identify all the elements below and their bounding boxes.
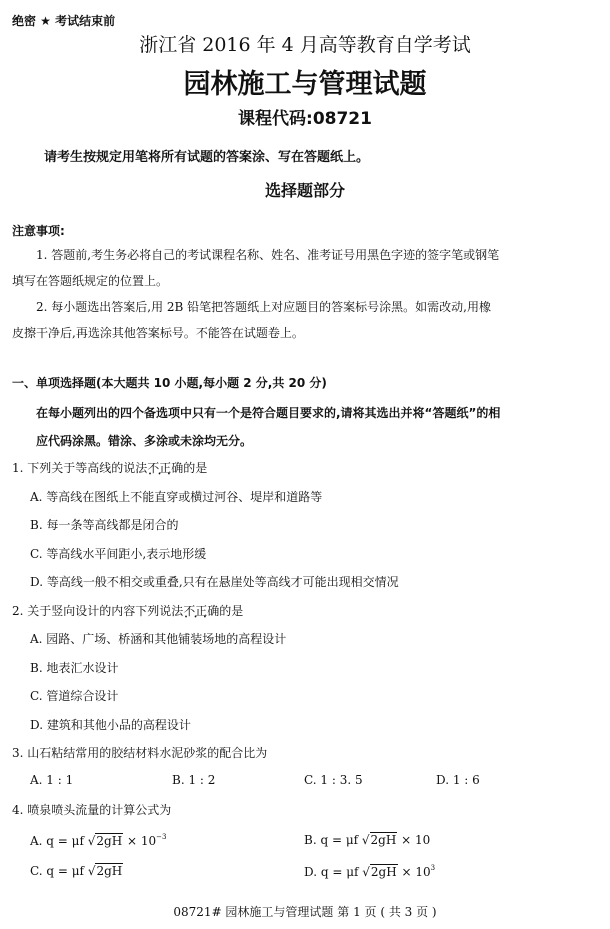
- q4-a-radicand: 2gH: [96, 834, 123, 848]
- q4-d-suffix: × 10: [397, 865, 431, 879]
- notice-item1-line1: 1. 答题前,考生务必将自己的考试课程名称、姓名、准考证号用黑色字迹的签字笔或钢笔: [36, 248, 500, 262]
- q4-a-suffix: × 10: [123, 834, 157, 848]
- q2-stem-post: 的是: [219, 604, 244, 618]
- q1-stem-pre: 1. 下列关于等高线的说法: [12, 461, 148, 475]
- q4-d-radicand: 2gH: [370, 865, 397, 879]
- q4-b-radicand: 2gH: [370, 833, 397, 847]
- q3-option-b: B. 1 : 2: [172, 773, 216, 787]
- part1-desc-line2: 应代码涂黑。错涂、多涂或未涂均无分。: [36, 434, 253, 448]
- q2-stem-emph: 不正确 • • •: [183, 602, 219, 619]
- q4-b-suffix: × 10: [397, 833, 431, 847]
- q1-stem-emph: 不正确 • • •: [147, 459, 183, 476]
- sqrt-icon: √: [361, 833, 370, 847]
- q2-option-b: B. 地表汇水设计: [30, 661, 119, 675]
- subject-title: 园林施工与管理试题: [183, 69, 427, 100]
- sqrt-icon: √: [362, 865, 370, 879]
- q4-a-prefix: A. q = μf: [30, 834, 84, 848]
- q4-d-exponent: 3: [430, 864, 436, 872]
- q1-option-d: D. 等高线一般不相交或重叠,只有在悬崖处等高线才可能出现相交情况: [30, 575, 399, 589]
- q1-stem: [12, 459, 207, 476]
- secret-mark: 绝密 ★ 考试结束前: [12, 14, 116, 28]
- q3-stem: 3. 山石粘结常用的胶结材料水泥砂浆的配合比为: [12, 746, 268, 760]
- q4-b-prefix: B. q = μf: [304, 833, 359, 847]
- q2-option-d: D. 建筑和其他小品的高程设计: [30, 718, 191, 732]
- instruction: 请考生按规定用笔将所有试题的答案涂、写在答题纸上。: [44, 150, 370, 165]
- notice-heading: 注意事项:: [12, 224, 65, 238]
- q1-stem-post: 的是: [183, 461, 208, 475]
- q4-stem: 4. 喷泉喷头流量的计算公式为: [12, 803, 172, 817]
- q1-option-a: A. 等高线在图纸上不能直穿或横过河谷、堤岸和道路等: [30, 490, 323, 504]
- section-title: 选择题部分: [264, 181, 345, 200]
- notice-item1-line2: 填写在答题纸规定的位置上。: [12, 274, 169, 288]
- part1-desc-line1: 在每小题列出的四个备选项中只有一个是符合题目要求的,请将其选出并将“答题纸”的相: [36, 406, 501, 420]
- q1-option-b: B. 每一条等高线都是闭合的: [30, 518, 179, 532]
- q4-option-c: [30, 864, 123, 878]
- q4-c-prefix: C. q = μf: [30, 864, 84, 878]
- q2-stem: [12, 602, 243, 619]
- q3-option-a: A. 1 : 1: [30, 773, 74, 787]
- notice-item2-line1: 2. 每小题选出答案后,用 2B 铅笔把答题纸上对应题目的答案标号涂黑。如需改动,用橡: [36, 300, 491, 314]
- q2-option-a: A. 园路、广场、桥涵和其他铺装场地的高程设计: [30, 632, 287, 646]
- q2-option-c: C. 管道综合设计: [30, 689, 119, 703]
- q3-option-d: D. 1 : 6: [436, 773, 480, 787]
- q4-c-radicand: 2gH: [96, 864, 123, 878]
- q1-option-c: C. 等高线水平间距小,表示地形缓: [30, 547, 207, 561]
- course-code: 课程代码:08721: [238, 109, 372, 129]
- q4-option-a: [30, 833, 166, 848]
- q4-option-d: [304, 864, 435, 879]
- q2-stem-pre: 2. 关于竖向设计的内容下列说法: [12, 604, 184, 618]
- sqrt-icon: √: [87, 864, 96, 878]
- q4-a-exponent: −3: [156, 833, 167, 841]
- notice-item2-line2: 皮擦干净后,再选涂其他答案标号。不能答在试题卷上。: [12, 326, 304, 340]
- sqrt-icon: √: [87, 834, 96, 848]
- exam-title: 浙江省 2016 年 4 月高等教育自学考试: [139, 34, 471, 56]
- q4-d-prefix: D. q = μf: [304, 865, 359, 879]
- q4-option-b: [304, 833, 430, 847]
- part1-heading: 一、单项选择题(本大题共 10 小题,每小题 2 分,共 20 分): [12, 376, 327, 390]
- q3-option-c: C. 1 : 3. 5: [304, 773, 363, 787]
- page-footer: 08721# 园林施工与管理试题 第 1 页 ( 共 3 页 ): [173, 905, 437, 919]
